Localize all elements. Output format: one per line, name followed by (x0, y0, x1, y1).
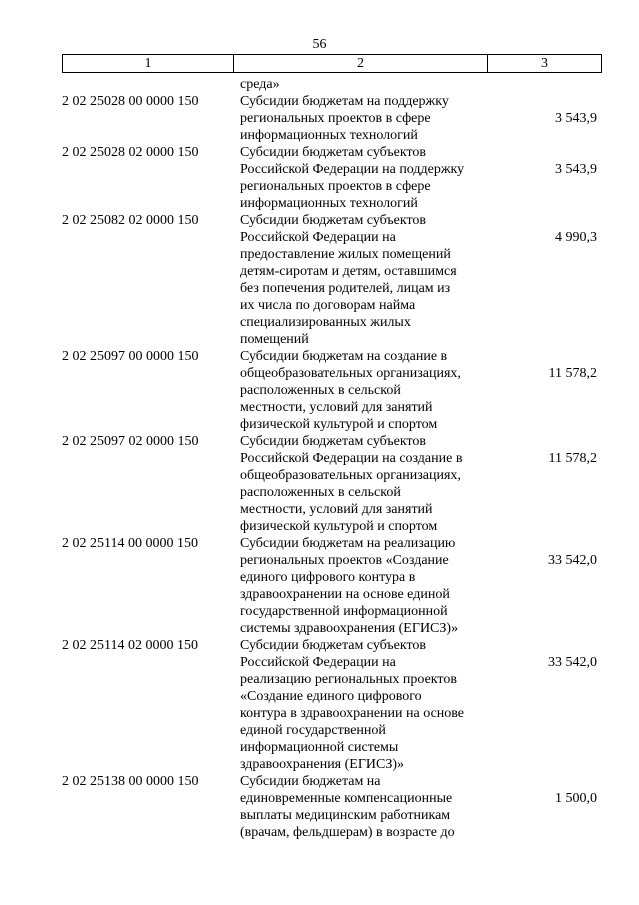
budget-code: 2 02 25138 00 0000 150 (62, 774, 199, 789)
row-amount: 33 542,0 (548, 553, 597, 568)
continuation-text: среда» (240, 77, 280, 92)
budget-code: 2 02 25097 02 0000 150 (62, 434, 199, 449)
column-header-3: 3 (488, 55, 602, 73)
column-header-2: 2 (234, 55, 488, 73)
row-description: Субсидии бюджетам субъектов Российской Федерации на реализацию региональных проектов «Создание единого цифрового контура в здравоохранении на основе единой государственной информационной системы здравоохранения (ЕГИСЗ)» (240, 638, 465, 772)
page-number: 56 (312, 37, 327, 52)
table-body (0, 76, 639, 841)
table-row (0, 144, 639, 212)
budget-code: 2 02 25082 02 0000 150 (62, 213, 199, 228)
row-amount: 11 578,2 (548, 366, 597, 381)
table-row (0, 535, 639, 637)
table-row (0, 93, 639, 144)
continuation-row (0, 76, 639, 93)
table-row (0, 637, 639, 773)
row-amount: 3 543,9 (555, 162, 597, 177)
row-description: Субсидии бюджетам на поддержку региональных проектов в сфере информационных технологий (240, 94, 449, 143)
row-description: Субсидии бюджетам субъектов Российской Федерации на поддержку региональных проектов в сфере информационных технологий (240, 145, 465, 211)
budget-code: 2 02 25114 00 0000 150 (62, 536, 198, 551)
row-amount: 3 543,9 (555, 111, 597, 126)
row-amount: 33 542,0 (548, 655, 597, 670)
row-amount: 4 990,3 (555, 230, 597, 245)
budget-code: 2 02 25114 02 0000 150 (62, 638, 198, 653)
budget-code: 2 02 25028 00 0000 150 (62, 94, 199, 109)
row-amount: 1 500,0 (555, 791, 597, 806)
column-header-table (62, 54, 602, 73)
row-amount: 11 578,2 (548, 451, 597, 466)
column-header-1: 1 (63, 55, 234, 73)
row-description: Субсидии бюджетам на создание в общеобразовательных организациях, расположенных в сельской местности, условий для занятий физической культурой и спортом (240, 349, 461, 432)
row-description: Субсидии бюджетам субъектов Российской Федерации на создание в общеобразовательных организациях, расположенных в сельской местности, условий для занятий физической культурой и спортом (240, 434, 463, 534)
table-row (0, 348, 639, 433)
row-description: Субсидии бюджетам субъектов Российской Федерации на предоставление жилых помещений детям-сиротам и детям, оставшимся без попечения родителей, лицам из их числа по договорам найма специализированных жилых помещений (240, 213, 457, 347)
row-description: Субсидии бюджетам на единовременные компенсационные выплаты медицинским работникам (врачам, фельдшерам) в возрасте до (240, 774, 455, 840)
budget-code: 2 02 25097 00 0000 150 (62, 349, 199, 364)
table-row (0, 773, 639, 841)
table-row (0, 433, 639, 535)
row-description: Субсидии бюджетам на реализацию региональных проектов «Создание единого цифрового контура в здравоохранении на основе единой государственной информационной системы здравоохранения (ЕГИСЗ)» (240, 536, 459, 636)
table-row (0, 212, 639, 348)
budget-code: 2 02 25028 02 0000 150 (62, 145, 199, 160)
